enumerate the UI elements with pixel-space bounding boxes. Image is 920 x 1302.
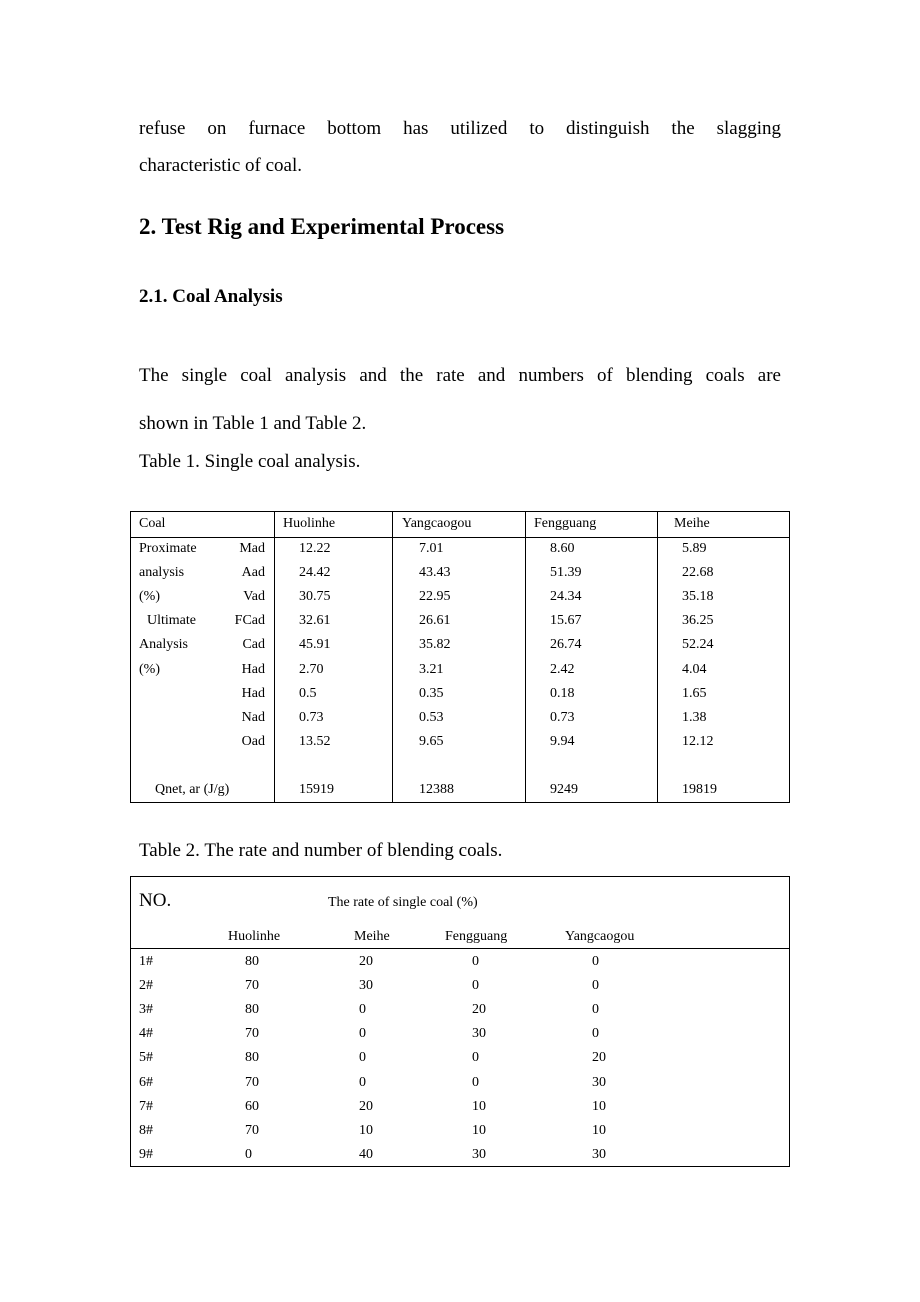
table1-group-label: analysis <box>139 565 185 581</box>
table1-group-label: (%) <box>139 661 160 677</box>
table1-caption: Table 1. Single coal analysis. <box>139 451 361 472</box>
table1-row-label: Aad <box>241 565 265 581</box>
table2-value-cell: 0 <box>472 978 479 994</box>
table1-value-cell: 35.82 <box>419 637 451 653</box>
table1-value-cell: 0.53 <box>419 709 444 725</box>
table2-row-number: 9# <box>139 1146 153 1162</box>
table1-value-cell: 2.42 <box>550 661 575 677</box>
table2-header-rule <box>131 948 789 949</box>
table2-value-cell: 60 <box>245 1098 259 1114</box>
subsection-heading: 2.1. Coal Analysis <box>139 286 283 307</box>
table1-value-cell: 0.73 <box>550 709 575 725</box>
table1-divider <box>525 512 526 802</box>
table1-row-label: Vad <box>243 589 265 605</box>
table1-value-cell: 0.5 <box>299 685 317 701</box>
table2-value-cell: 10 <box>592 1122 606 1138</box>
table2-value-cell: 0 <box>359 1002 366 1018</box>
table1-header-cell: Huolinhe <box>283 516 336 531</box>
table1-qnet-value: 12388 <box>419 782 454 797</box>
table2-value-cell: 30 <box>472 1026 486 1042</box>
table1-qnet-value: 9249 <box>550 782 578 797</box>
table1-value-cell: 12.12 <box>682 733 714 749</box>
table1-value-cell: 26.61 <box>419 613 451 629</box>
table2-value-cell: 0 <box>359 1026 366 1042</box>
table2-row-number: 8# <box>139 1122 153 1138</box>
table2-row-number: 2# <box>139 978 153 994</box>
table2-value-cell: 40 <box>359 1146 373 1162</box>
table1-value-cell: 22.68 <box>682 565 714 581</box>
table2-value-cell: 20 <box>359 954 373 969</box>
intro-paragraph <box>139 110 781 184</box>
table2 <box>130 876 790 1167</box>
table2-value-cell: 0 <box>592 1002 599 1018</box>
table1-group-label: Proximate <box>139 541 197 556</box>
table2-value-cell: 10 <box>472 1098 486 1114</box>
table2-value-cell: 0 <box>245 1146 252 1162</box>
table2-value-cell: 20 <box>592 1050 606 1066</box>
table2-value-cell: 70 <box>245 978 259 994</box>
table2-no-label: NO. <box>139 890 172 911</box>
table1-value-cell: 1.38 <box>682 709 707 725</box>
table1-value-cell: 13.52 <box>299 733 331 749</box>
table2-row-number: 1# <box>139 954 153 969</box>
table1-value-cell: 30.75 <box>299 589 331 605</box>
table1-value-cell: 0.18 <box>550 685 575 701</box>
table2-header-cell: Yangcaogou <box>565 929 635 944</box>
table2-value-cell: 30 <box>592 1146 606 1162</box>
table1-group-label: Analysis <box>139 637 188 653</box>
table2-value-cell: 20 <box>472 1002 486 1018</box>
table2-row-number: 3# <box>139 1002 153 1018</box>
table1-value-cell: 45.91 <box>299 637 331 653</box>
table1-value-cell: 24.42 <box>299 565 331 581</box>
table1-value-cell: 0.35 <box>419 685 444 701</box>
table2-value-cell: 0 <box>472 1050 479 1066</box>
table1-row-label: FCad <box>234 613 265 629</box>
table2-row-number: 5# <box>139 1050 153 1066</box>
table1-value-cell: 3.21 <box>419 661 444 677</box>
table2-value-cell: 10 <box>472 1122 486 1138</box>
table1-header-cell: Yangcaogou <box>402 516 472 531</box>
intro-line-2: characteristic of coal. <box>139 155 302 176</box>
table1-row-label: Had <box>241 685 265 701</box>
table2-header-cell: Huolinhe <box>228 929 281 944</box>
table1 <box>130 511 790 803</box>
table2-value-cell: 20 <box>359 1098 373 1114</box>
table2-value-cell: 70 <box>245 1074 259 1090</box>
table2-header-cell: Meihe <box>354 929 390 944</box>
intro-line-1: refuse on furnace bottom has utilized to distinguish the slagging <box>139 118 781 139</box>
table1-divider <box>274 512 275 802</box>
table1-row-label: Nad <box>241 709 265 725</box>
table2-value-cell: 80 <box>245 1002 259 1018</box>
table1-value-cell: 1.65 <box>682 685 707 701</box>
table2-row-number: 4# <box>139 1026 153 1042</box>
table2-value-cell: 10 <box>592 1098 606 1114</box>
table1-header-cell: Coal <box>139 516 166 531</box>
table1-header-rule <box>131 537 789 538</box>
section-heading: 2. Test Rig and Experimental Process <box>139 214 505 239</box>
table1-value-cell: 24.34 <box>550 589 582 605</box>
table2-value-cell: 80 <box>245 954 259 969</box>
table1-value-cell: 52.24 <box>682 637 714 653</box>
table2-value-cell: 70 <box>245 1026 259 1042</box>
table2-value-cell: 0 <box>472 1074 479 1090</box>
table2-value-cell: 0 <box>592 978 599 994</box>
table1-group-label: (%) <box>139 589 160 605</box>
table1-value-cell: 22.95 <box>419 589 451 605</box>
table2-value-cell: 0 <box>592 954 599 969</box>
table1-value-cell: 15.67 <box>550 613 582 629</box>
table1-divider <box>657 512 658 802</box>
table2-value-cell: 0 <box>592 1026 599 1042</box>
table1-group-label: Ultimate <box>147 613 196 629</box>
table1-value-cell: 9.65 <box>419 733 444 749</box>
table1-row-label: Had <box>241 661 265 677</box>
table1-qnet-value: 19819 <box>682 782 717 797</box>
body-line-1: The single coal analysis and the rate and numbers of blending coals are <box>139 365 781 386</box>
table2-span-header: The rate of single coal (%) <box>328 895 478 910</box>
table2-value-cell: 0 <box>359 1074 366 1090</box>
table1-value-cell: 51.39 <box>550 565 582 581</box>
table1-value-cell: 2.70 <box>299 661 324 677</box>
table2-value-cell: 0 <box>359 1050 366 1066</box>
table1-value-cell: 9.94 <box>550 733 575 749</box>
table1-divider <box>392 512 393 802</box>
table1-value-cell: 8.60 <box>550 541 575 556</box>
table1-row-label: Cad <box>242 637 265 653</box>
table1-value-cell: 4.04 <box>682 661 707 677</box>
table2-value-cell: 30 <box>472 1146 486 1162</box>
table1-header-cell: Fengguang <box>534 516 597 531</box>
table2-value-cell: 10 <box>359 1122 373 1138</box>
table2-header-cell: Fengguang <box>445 929 508 944</box>
table1-value-cell: 43.43 <box>419 565 451 581</box>
body-line-2: shown in Table 1 and Table 2. <box>139 413 367 434</box>
table1-value-cell: 12.22 <box>299 541 331 556</box>
table1-row-label: Mad <box>239 541 265 556</box>
table1-value-cell: 35.18 <box>682 589 714 605</box>
table2-value-cell: 30 <box>359 978 373 994</box>
table2-value-cell: 30 <box>592 1074 606 1090</box>
table2-value-cell: 0 <box>472 954 479 969</box>
table2-value-cell: 70 <box>245 1122 259 1138</box>
table1-value-cell: 32.61 <box>299 613 331 629</box>
table2-row-number: 7# <box>139 1098 153 1114</box>
table2-value-cell: 80 <box>245 1050 259 1066</box>
table1-header-cell: Meihe <box>674 516 710 531</box>
table1-value-cell: 36.25 <box>682 613 714 629</box>
table2-row-number: 6# <box>139 1074 153 1090</box>
table1-qnet-label: Qnet, ar (J/g) <box>155 782 230 797</box>
table2-caption: Table 2. The rate and number of blending coals. <box>139 840 503 861</box>
table1-value-cell: 7.01 <box>419 541 444 556</box>
table1-value-cell: 26.74 <box>550 637 582 653</box>
table1-row-label: Oad <box>241 733 265 749</box>
body-paragraph <box>139 352 781 448</box>
table1-qnet-value: 15919 <box>299 782 334 797</box>
table1-value-cell: 5.89 <box>682 541 707 556</box>
table1-value-cell: 0.73 <box>299 709 324 725</box>
